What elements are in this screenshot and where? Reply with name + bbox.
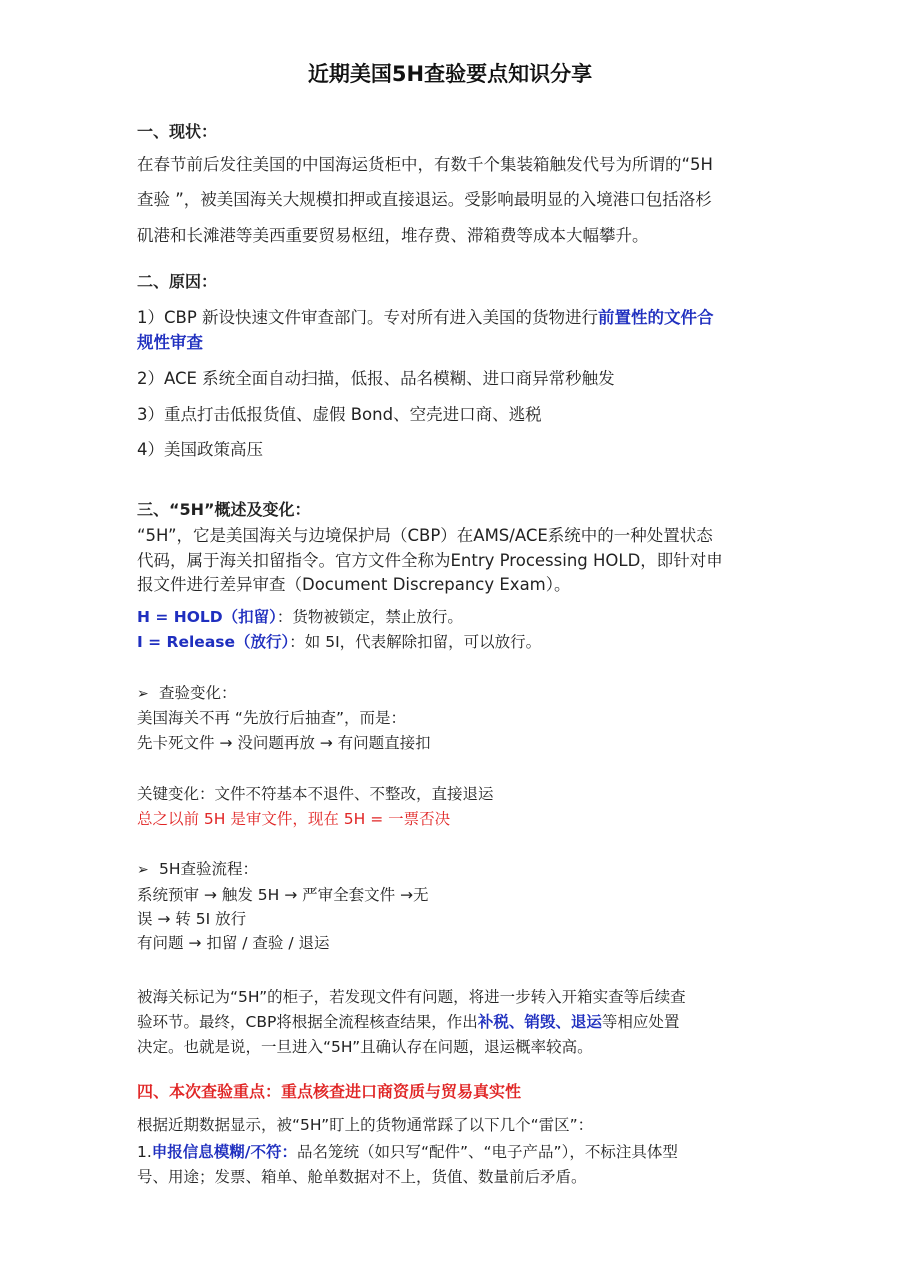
release-text: ：如 5I，代表解除扣留，可以放行。 — [289, 633, 542, 651]
paragraph-line: “5H”，它是美国海关与边境保护局（CBP）在AMS/ACE系统中的一种处置状态 — [137, 526, 713, 545]
cause-item-4: 4）美国政策高压 — [137, 440, 263, 459]
change-line: 先卡死文件 → 没问题再放 → 有问题直接扣 — [137, 734, 431, 752]
paragraph-text: 验环节。最终，CBP将根据全流程核查结果，作出 — [137, 1013, 478, 1031]
section-heading-status: 一、现状： — [137, 122, 218, 141]
release-label: I = Release（放行） — [137, 633, 290, 651]
release-definition — [137, 632, 541, 652]
focus-item-1 — [137, 1142, 678, 1162]
paragraph-text: 等相应处置 — [601, 1013, 680, 1031]
page-title: 近期美国5H查验要点知识分享 — [307, 62, 593, 86]
section-heading-cause: 二、原因： — [137, 272, 218, 291]
cause-item-1-text: 1）CBP 新设快速文件审查部门。专对所有进入美国的货物进行 — [137, 308, 599, 327]
change-line: 美国海关不再 “先放行后抽查”，而是： — [137, 709, 406, 727]
focus-item-1-cont: 号、用途；发票、箱单、舱单数据对不上，货值、数量前后矛盾。 — [137, 1168, 587, 1186]
arrowhead-bullet-icon: ➢ — [137, 686, 149, 702]
hold-label: H = HOLD（扣留） — [137, 608, 277, 626]
section-heading-focus: 四、本次查验重点：重点核查进口商资质与贸易真实性 — [137, 1082, 522, 1101]
flow-heading-text: 5H查验流程： — [159, 860, 259, 878]
paragraph-line — [137, 1012, 679, 1032]
flow-line: 有问题 → 扣留 / 查验 / 退运 — [137, 934, 330, 952]
flow-heading — [137, 859, 258, 880]
paragraph-line: 决定。也就是说，一旦进入“5H”且确认存在问题，退运概率较高。 — [137, 1038, 593, 1056]
hold-text: ：货物被锁定，禁止放行。 — [276, 608, 463, 626]
flow-line: 系统预审 → 触发 5H → 严审全套文件 →无 — [137, 886, 429, 904]
hold-definition — [137, 607, 463, 627]
paragraph-line: 被海关标记为“5H”的柜子，若发现文件有问题，将进一步转入开箱实查等后续查 — [137, 988, 686, 1006]
paragraph-line: 查验 ”，被美国海关大规模扣押或直接退运。受影响最明显的入境港口包括洛杉 — [137, 190, 712, 209]
change-heading — [137, 683, 237, 704]
focus-item-text: 品名笼统（如只写“配件”、“电子产品”），不标注具体型 — [296, 1143, 678, 1161]
cause-item-1 — [137, 308, 714, 328]
change-heading-text: 查验变化： — [159, 684, 237, 702]
focus-item-number: 1. — [137, 1143, 152, 1161]
section-heading-overview: 三、“5H”概述及变化： — [137, 500, 311, 519]
disposal-highlight: 补税、销毁、退运 — [477, 1013, 602, 1031]
cause-item-1-highlight-cont: 规性审查 — [137, 333, 203, 352]
paragraph-line: 矶港和长滩港等美西重要贸易枢纽，堆存费、滞箱费等成本大幅攀升。 — [137, 226, 649, 245]
focus-item-label: 申报信息模糊/不符： — [151, 1143, 297, 1161]
cause-item-3: 3）重点打击低报货值、虚假 Bond、空壳进口商、逃税 — [137, 405, 542, 424]
paragraph-line: 报文件进行差异审查（Document Discrepancy Exam）。 — [137, 575, 571, 594]
arrowhead-bullet-icon: ➢ — [137, 862, 149, 878]
cause-item-2: 2）ACE 系统全面自动扫描，低报、品名模糊、进口商异常秒触发 — [137, 369, 615, 388]
key-change: 关键变化：文件不符基本不退件、不整改，直接退运 — [137, 785, 494, 803]
cause-item-1-highlight: 前置性的文件合 — [598, 308, 714, 327]
paragraph-line: 在春节前后发往美国的中国海运货柜中，有数千个集装箱触发代号为所谓的“5H — [137, 155, 713, 174]
focus-intro: 根据近期数据显示，被“5H”盯上的货物通常踩了以下几个“雷区”： — [137, 1116, 594, 1134]
summary-red: 总之以前 5H 是审文件，现在 5H = 一票否决 — [137, 810, 451, 828]
paragraph-line: 代码，属于海关扣留指令。官方文件全称为Entry Processing HOLD，即针对申 — [137, 551, 723, 570]
flow-line: 误 → 转 5I 放行 — [137, 910, 247, 928]
